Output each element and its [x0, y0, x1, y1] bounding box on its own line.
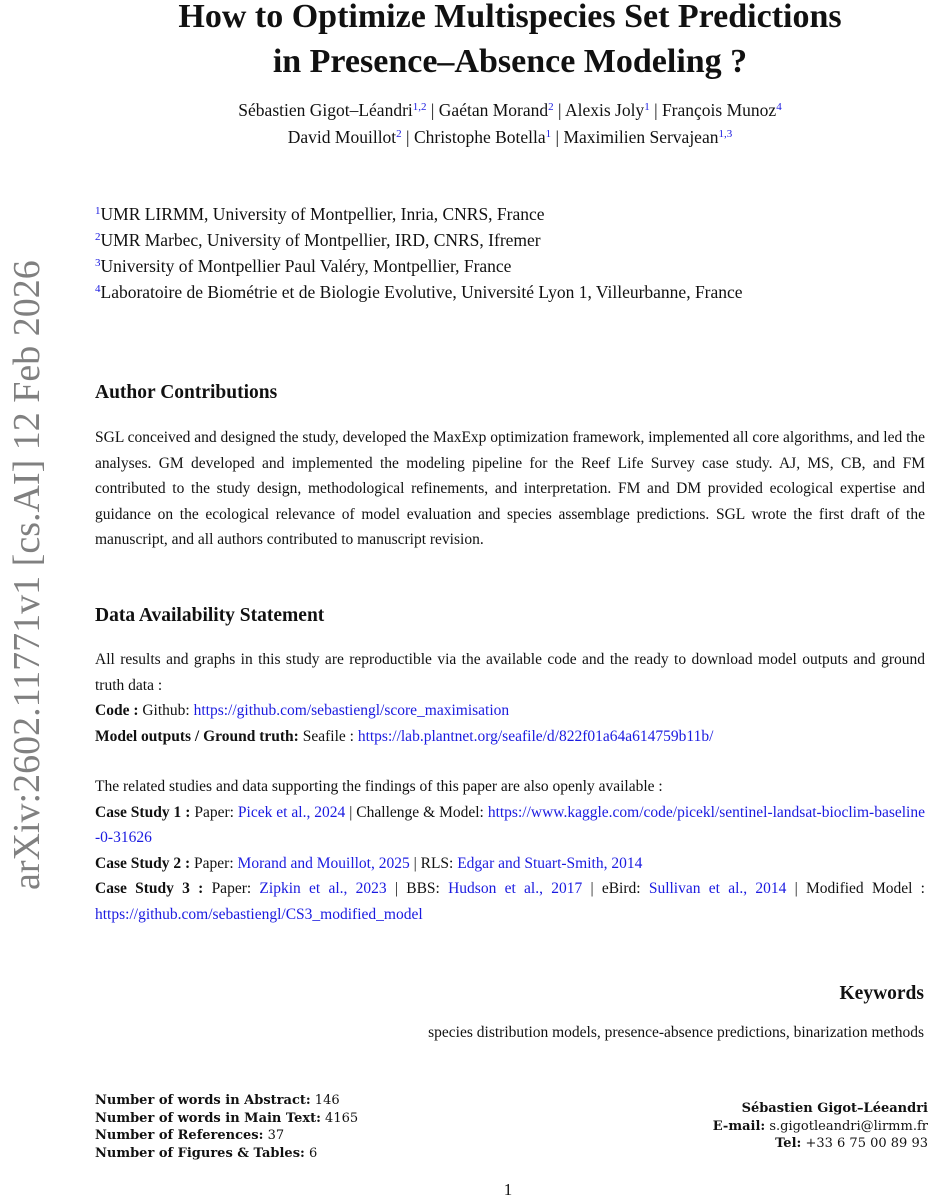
affiliation-number: 3 — [95, 257, 101, 269]
contact-email — [713, 1118, 928, 1136]
affiliation-number: 2 — [95, 231, 101, 243]
affiliation-text: Laboratoire de Biométrie et de Biologie Evolutive, Université Lyon 1, Villeurbanne, France — [100, 282, 743, 302]
cs2-paper-prefix: Paper: — [190, 854, 238, 872]
separator: | — [649, 100, 662, 120]
count-label: Number of words in Abstract: — [95, 1093, 311, 1108]
count-item — [95, 1145, 358, 1163]
author-name: Alexis Joly — [564, 100, 645, 120]
count-label: Number of words in Main Text: — [95, 1110, 321, 1126]
affiliation-item — [95, 253, 743, 279]
author-line-1 — [90, 97, 928, 124]
affiliation-item — [95, 201, 743, 227]
separator: | — [551, 127, 564, 147]
case-study-3 — [95, 876, 925, 927]
cs3-ebird-prefix: | eBird: — [582, 880, 649, 897]
cs3-bbs-prefix: | BBS: — [386, 880, 449, 897]
tel-label: Tel: — [775, 1136, 802, 1151]
affiliation-item — [95, 279, 743, 305]
email-label: E-mail: — [712, 1118, 766, 1134]
cs3-paper-link[interactable]: Zipkin et al., 2023 — [259, 880, 387, 897]
cs2-label: Case Study 2 : — [95, 854, 191, 872]
cs1-paper-link[interactable]: Picek et al., 2024 — [237, 803, 346, 821]
cs3-label: Case Study 3 : — [95, 880, 204, 897]
author-name: Maximilien Servajean — [563, 127, 719, 147]
contact-tel — [713, 1135, 928, 1153]
cs3-model-link[interactable]: https://github.com/sebastiengl/CS3_modified_model — [95, 905, 423, 923]
affiliations — [95, 201, 743, 305]
count-label: Number of References: — [95, 1128, 264, 1143]
count-value: 6 — [304, 1145, 318, 1161]
affiliation-link[interactable]: 2 — [548, 101, 554, 113]
keywords-heading: Keywords — [839, 983, 924, 1004]
case-study-2 — [95, 851, 925, 877]
title-line-2: in Presence–Absence Modeling ? — [272, 43, 748, 80]
affiliation-item — [95, 227, 743, 253]
cs2-mid: | RLS: — [409, 854, 458, 872]
affiliation-link[interactable]: 1,2 — [412, 101, 427, 113]
tel-value: +33 6 75 00 89 93 — [801, 1136, 928, 1151]
cs2-paper-link[interactable]: Morand and Mouillot, 2025 — [237, 854, 410, 872]
affiliation-text: UMR LIRMM, University of Montpellier, Inria, CNRS, France — [100, 204, 545, 224]
affiliation-number: 4 — [95, 283, 101, 295]
contact-name — [713, 1100, 928, 1118]
author-list — [90, 97, 928, 151]
author-name: François Munoz — [661, 100, 777, 120]
manuscript-counts — [95, 1092, 358, 1162]
separator: | — [401, 127, 414, 147]
author-name: David Mouillot — [287, 127, 397, 147]
cs3-paper-prefix: Paper: — [203, 880, 260, 897]
author-line-2 — [90, 124, 928, 151]
seafile-link[interactable]: https://lab.plantnet.org/seafile/d/822f01a64a614759b11b/ — [357, 727, 714, 745]
cs3-model-prefix: | Modified Model : — [786, 880, 925, 897]
separator: | — [426, 100, 439, 120]
affiliation-link[interactable]: 1,3 — [718, 128, 733, 140]
outputs-line — [95, 724, 925, 750]
keywords-text: species distribution models, presence-absence predictions, binarization methods — [428, 1024, 924, 1041]
count-value: 37 — [263, 1128, 285, 1143]
cs1-mid: | Challenge & Model: — [345, 803, 488, 821]
author-contributions-heading: Author Contributions — [95, 382, 278, 403]
title-line-1: How to Optimize Multispecies Set Predictions — [178, 0, 842, 35]
outputs-prefix: Seafile : — [298, 727, 358, 745]
count-item — [95, 1127, 358, 1145]
author-name: Gaétan Morand — [438, 100, 549, 120]
email-value[interactable]: s.gigotleandri@lirmm.fr — [765, 1118, 928, 1134]
count-label: Number of Figures & Tables: — [95, 1145, 305, 1161]
code-prefix: Github: — [138, 702, 194, 719]
affiliation-link[interactable]: 1 — [644, 101, 650, 113]
separator: | — [553, 100, 565, 120]
corresponding-author — [713, 1100, 928, 1153]
cs3-ebird-link[interactable]: Sullivan et al., 2014 — [648, 880, 787, 897]
affiliation-link[interactable]: 4 — [776, 101, 782, 113]
data-availability-intro: All results and graphs in this study are reproductible via the available code and the ready to download model outputs and ground truth data : — [95, 651, 925, 694]
affiliation-text: UMR Marbec, University of Montpellier, IRD, CNRS, Ifremer — [100, 230, 541, 250]
related-intro: The related studies and data supporting the findings of this paper are also openly available : — [95, 778, 663, 795]
count-value: 4165 — [320, 1110, 359, 1126]
arxiv-stamp: arXiv:2602.11771v1 [cs.AI] 12 Feb 2026 — [6, 260, 48, 890]
contact-name-text: Sébastien Gigot–Léeandri — [741, 1101, 928, 1116]
affiliation-link[interactable]: 2 — [396, 128, 402, 140]
count-value: 146 — [310, 1093, 340, 1108]
paper-title — [90, 0, 928, 84]
code-link[interactable]: https://github.com/sebastiengl/score_maximisation — [193, 702, 510, 719]
data-availability-heading: Data Availability Statement — [95, 605, 325, 626]
author-contributions-text: SGL conceived and designed the study, developed the MaxExp optimization framework, implemented all core algorithms, and led the analyses. GM developed and implemented the modeling pipeline for the Reef Life Survey case study. AJ, MS, CB, and FM contributed to the study design, methodological refinements, and interpretation. FM and DM provided ecological expertise and guidance on the ecological relevance of model evaluation and species assemblage predictions. SGL wrote the first draft of the manuscript, and all authors contributed to manuscript revision. — [95, 429, 926, 548]
cs1-kaggle-link[interactable]: https://www.kaggle.com/code/picekl/sentinel-landsat-bioclim-baseline-0-31626 — [95, 803, 925, 846]
cs2-rls-link[interactable]: Edgar and Stuart-Smith, 2014 — [457, 854, 643, 872]
code-line — [95, 698, 925, 724]
cs1-label: Case Study 1 : — [95, 803, 191, 821]
data-availability-body — [95, 647, 925, 927]
code-label: Code : — [95, 702, 139, 719]
author-name: Christophe Botella — [413, 127, 546, 147]
count-item — [95, 1092, 358, 1110]
affiliation-number: 1 — [95, 205, 101, 217]
page-number: 1 — [503, 1180, 513, 1199]
author-name: Sébastien Gigot–Léandri — [238, 100, 413, 120]
cs3-bbs-link[interactable]: Hudson et al., 2017 — [448, 880, 583, 897]
affiliation-text: University of Montpellier Paul Valéry, Montpellier, France — [100, 256, 512, 276]
cs1-paper-prefix: Paper: — [190, 803, 238, 821]
outputs-label: Model outputs / Ground truth: — [95, 727, 299, 745]
count-item — [95, 1110, 358, 1128]
affiliation-link[interactable]: 1 — [545, 128, 552, 140]
case-study-1 — [95, 800, 925, 851]
